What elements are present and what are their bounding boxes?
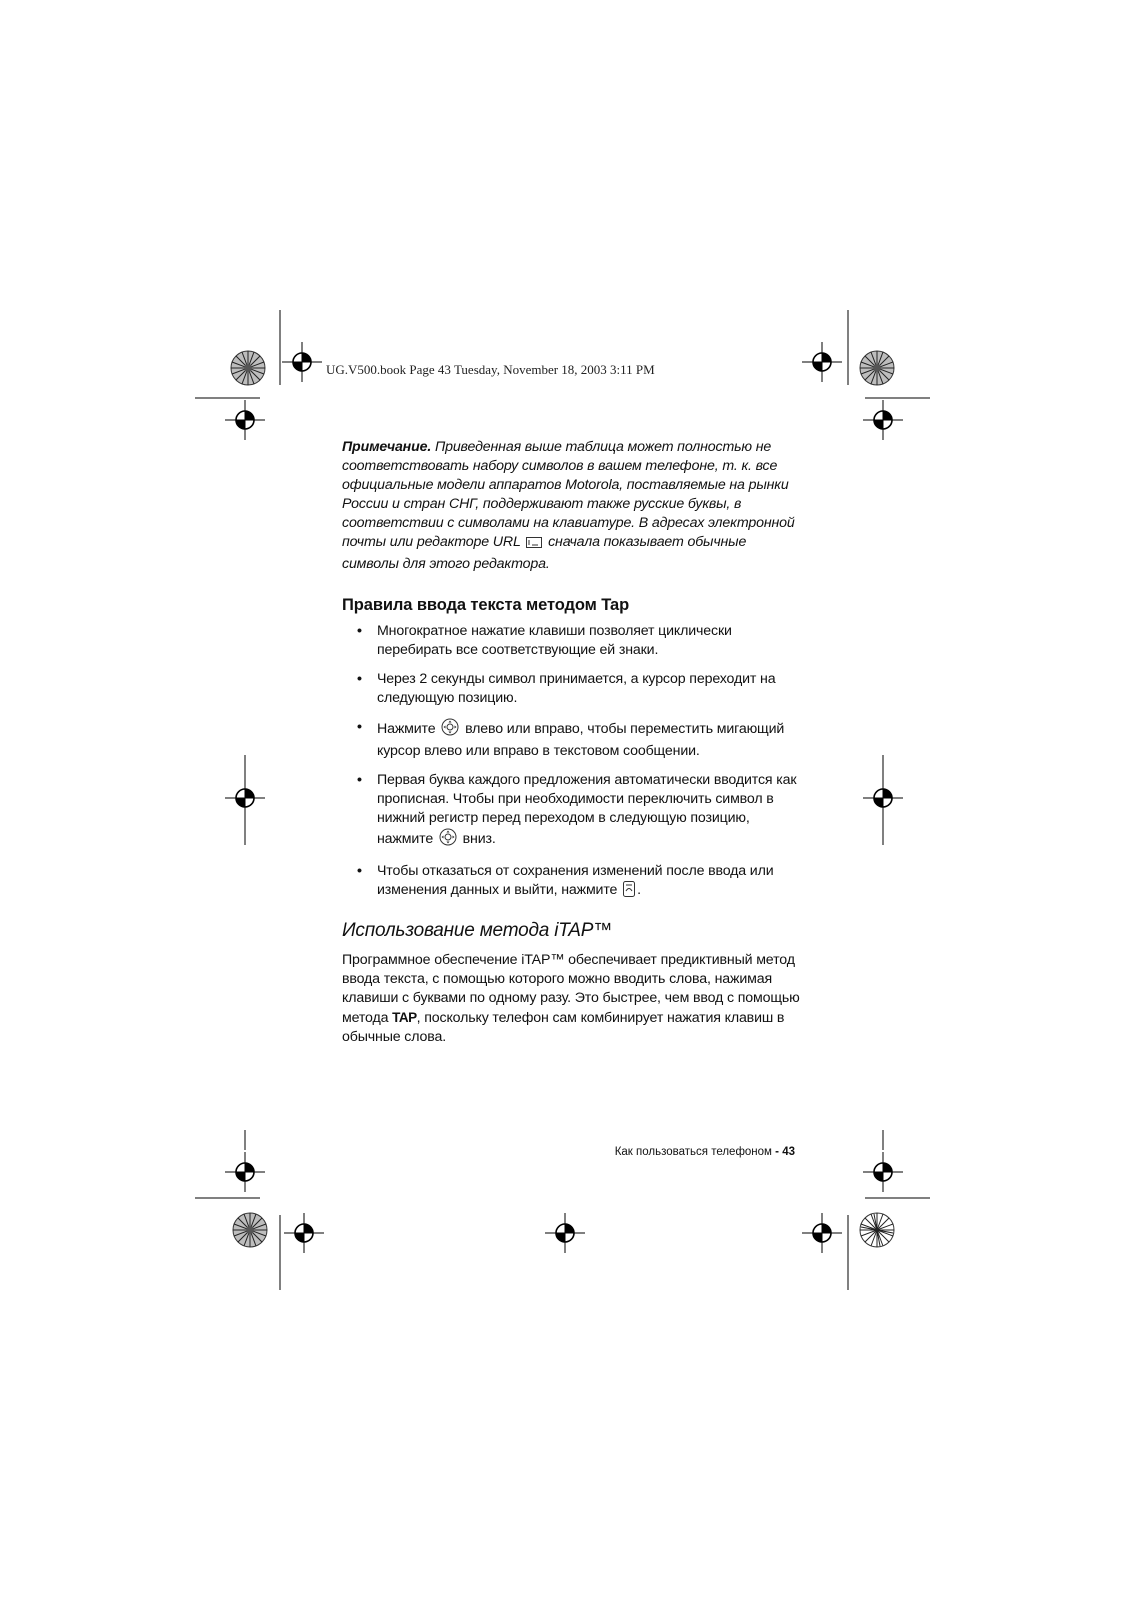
list-item-text-after: . [637,882,641,898]
bullet: • [357,623,362,639]
registration-mark-upper-left [225,400,265,440]
note-paragraph [342,438,802,574]
registration-mark-bottom-right [802,1213,842,1253]
itap-text-after: , поскольку телефон сам комбинирует нажатия клавиш в обычные слова. [342,1010,785,1045]
itap-section-heading: Использование метода iTAP™ [342,920,612,941]
list-item-text: Через 2 секунды символ принимается, а курсор переходит на следующую позицию. [377,671,776,706]
registration-mark-top-left [282,342,322,382]
page-content [342,438,802,1047]
itap-paragraph [342,951,802,1047]
bullet: • [357,671,362,687]
tap-rules-list [342,622,802,903]
list-item-text: Многократное нажатие клавиши позволяет циклически перебирать все соответствующие ей знаки. [377,623,732,658]
color-bar-top-left [231,351,265,385]
registration-mark-top-right [802,342,842,382]
list-item-text-before: Нажмите [377,721,436,737]
list-item [342,862,802,903]
note-label: Примечание. [342,439,432,455]
bullet: • [357,772,362,788]
registration-mark-upper-right [863,400,903,440]
list-item-text-before: Первая буква каждого предложения автоматически вводится как прописная. Чтобы при необходимости переключить символ в нижний регистр перед переходом в следующую позицию, нажмите [377,772,797,847]
footer-separator: - [771,1146,783,1158]
color-bar-top-right [860,351,894,385]
list-item [342,670,802,708]
registration-mark-lower-left [225,1152,265,1192]
list-item [342,718,802,761]
list-item-text-before: Чтобы отказаться от сохранения изменений после ввода или изменения данных и выйти, нажмите [377,863,774,898]
itap-text-before: Программное обеспечение iTAP™ обеспечивает предиктивный метод ввода текста, с помощью которого можно вводить слова, нажимая клавиши с буквами по одному разу. Это быстрее, чем ввод с помощью метода [342,952,800,1026]
nav-key-icon [441,718,459,742]
list-item [342,622,802,660]
note-text-before-icon: Приведенная выше таблица может полностью не соответствовать набору символов в вашем телефоне, т. к. все официальные модели аппаратов Motorola, поставляемые на рынки России и стран СНГ, поддерживают также русские буквы, в соответствии с символами на клавиатуре. В адресах электронной почты или редакторе URL [342,439,795,550]
list-item-text-after: вниз. [458,831,496,847]
page-footer [615,1146,795,1158]
tap-mode-label: TAP [392,1010,417,1025]
page-number: 43 [782,1146,795,1158]
registration-mark-bottom-center [545,1213,585,1253]
color-bar-bottom-left [233,1213,267,1247]
color-bar-bottom-right [860,1213,894,1247]
registration-mark-lower-right [863,1152,903,1192]
list-item [342,771,802,852]
note-text-after-icon: сначала показывает обычные символы для этого редактора. [342,534,747,572]
list-item-text-after: влево или вправо, чтобы переместить мигающий курсор влево или вправо в текстовом сообщении. [377,721,785,759]
nav-key-icon [439,828,457,852]
tap-section-heading: Правила ввода текста методом Tap [342,596,630,614]
bullet: • [357,719,362,735]
text-mode-icon [526,536,542,555]
footer-section-title: Как пользоваться телефоном [614,1146,772,1158]
registration-mark-bottom-left [284,1213,324,1253]
print-header: UG.V500.book Page 43 Tuesday, November 18, 2003 3:11 PM [326,362,655,377]
end-key-icon [623,881,635,903]
bullet: • [357,863,362,879]
